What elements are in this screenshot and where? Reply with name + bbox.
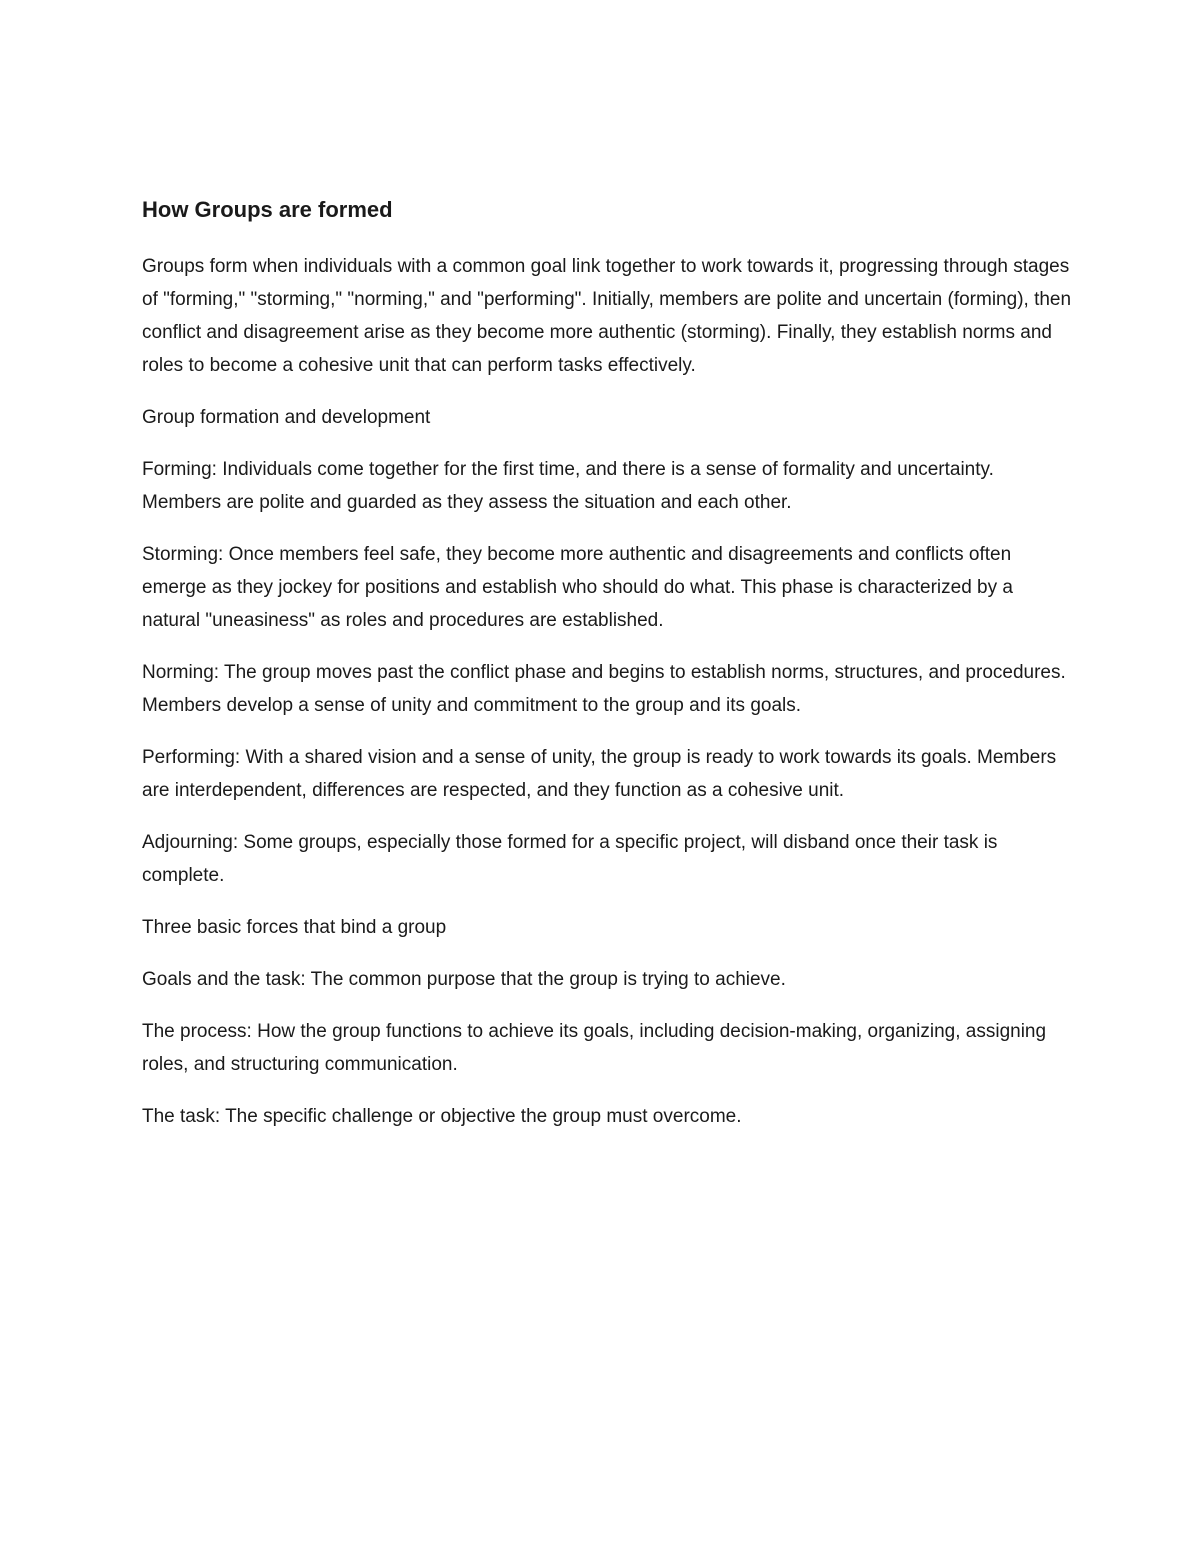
performing-paragraph: Performing: With a shared vision and a sense of unity, the group is ready to work towards its goals. Members are interdependent, differences are respected, and they function as a cohesive unit. bbox=[142, 747, 1057, 801]
norming-paragraph: Norming: The group moves past the conflict phase and begins to establish norms, structures, and procedures. Members develop a sense of unity and commitment to the group and its goals. bbox=[142, 662, 1066, 716]
forming-paragraph: Forming: Individuals come together for the first time, and there is a sense of formality and uncertainty. Members are polite and guarded as they assess the situation and each other. bbox=[142, 459, 994, 513]
section-heading-group-formation: Group formation and development bbox=[142, 407, 431, 428]
storming-paragraph: Storming: Once members feel safe, they become more authentic and disagreements and conflicts often emerge as they jockey for positions and establish who should do what. This phase is characterized by a natural "uneasiness" as roles and procedures are established. bbox=[142, 544, 1013, 631]
section-heading-basic-forces: Three basic forces that bind a group bbox=[142, 917, 447, 938]
document-page bbox=[142, 192, 1072, 1152]
adjourning-paragraph: Adjourning: Some groups, especially those formed for a specific project, will disband once their task is complete. bbox=[142, 832, 998, 886]
document-title: How Groups are formed bbox=[142, 197, 393, 222]
process-paragraph: The process: How the group functions to achieve its goals, including decision-making, organizing, assigning roles, and structuring communication. bbox=[142, 1021, 1047, 1075]
goals-paragraph: Goals and the task: The common purpose that the group is trying to achieve. bbox=[142, 969, 786, 990]
task-paragraph: The task: The specific challenge or objective the group must overcome. bbox=[142, 1106, 742, 1127]
intro-paragraph: Groups form when individuals with a common goal link together to work towards it, progressing through stages of "forming," "storming," "norming," and "performing". Initially, members are polite and uncertain (forming), then conflict and disagreement arise as they become more authentic (storming). Finally, they establish norms and roles to become a cohesive unit that can perform tasks effectively. bbox=[142, 256, 1072, 376]
